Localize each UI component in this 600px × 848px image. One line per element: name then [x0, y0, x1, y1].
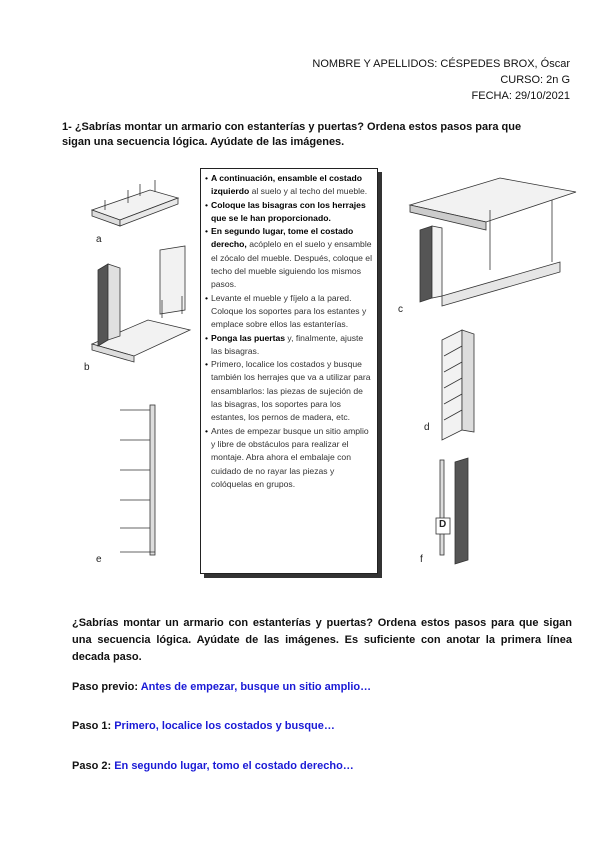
step-previo-label: Paso previo: — [72, 681, 139, 693]
figure-label-b: b — [84, 362, 90, 373]
instruction-item: • Antes de empezar busque un sitio amplio y libre de obstáculos para realizar el montaje. Abra ahora el embalaje con cuidado de no rayar las piezas y colóquelas en grupos. — [205, 425, 373, 491]
instructions-box — [200, 168, 378, 574]
figure-inset-label: D — [439, 519, 447, 530]
instruction-item: • Levante el mueble y fíjelo a la pared. Coloque los soportes para los estantes y emplace sobre ellos las estanterías. — [205, 292, 373, 332]
question-2: ¿Sabrías montar un armario con estanterías y puertas? Ordena estos pasos para que sigan una secuencia lógica. Ayúdate de las imágenes. Es suficiente con anotar la primera línea decada paso. — [72, 617, 572, 663]
figure-a-base-panel — [92, 180, 178, 226]
question-1: 1- ¿Sabrías montar un armario con estanterías y puertas? Ordena estos pasos para que sigan una secuencia lógica. Ayúdate de las imágenes. — [62, 121, 522, 148]
figure-label-d: d — [424, 422, 430, 433]
student-name: NOMBRE Y APELLIDOS: CÉSPEDES BROX, Óscar — [312, 58, 570, 70]
figure-label-a: a — [96, 234, 102, 245]
figure-f-door — [436, 458, 468, 564]
figure-label-f: f — [420, 554, 423, 565]
step-1-answer: Primero, localice los costados y busque… — [114, 720, 335, 732]
figure-b-side-assembly — [92, 246, 190, 362]
step-previo-answer: Antes de empezar, busque un sitio amplio… — [140, 681, 372, 693]
instruction-item: • Ponga las puertas y, finalmente, ajuste las bisagras. — [205, 332, 373, 359]
figure-e-shelves — [120, 405, 155, 555]
instruction-item: • A continuación, ensamble el costado izquierdo al suelo y al techo del mueble. — [205, 172, 373, 199]
step-1 — [72, 720, 335, 732]
figure-d-shelf-unit — [442, 330, 474, 440]
figure-c-carcass — [410, 178, 576, 306]
student-course: CURSO: 2n G — [500, 74, 570, 86]
instruction-item: • Primero, localice los costados y busque también los herrajes que va a utilizar para ensamblarlos: las piezas de sujeción de las bisagras, los soportes para los estantes, los pernos de madera, etc. — [205, 358, 373, 424]
step-2 — [72, 760, 354, 772]
step-2-label: Paso 2: — [72, 760, 112, 772]
document-date: FECHA: 29/10/2021 — [471, 90, 570, 102]
step-1-label: Paso 1: — [72, 720, 112, 732]
figure-label-e: e — [96, 554, 102, 565]
instruction-item: • En segundo lugar, tome el costado derecho, acóplelo en el suelo y ensamble el zócalo del mueble. Después, coloque el techo del mueble siguiendo los mismos pasos. — [205, 225, 373, 291]
step-previo — [72, 681, 371, 693]
step-2-answer: En segundo lugar, tomo el costado derecho… — [114, 760, 354, 772]
figure-label-c: c — [398, 304, 403, 315]
instruction-item: • Coloque las bisagras con los herrajes que se le han proporcionado. — [205, 199, 373, 226]
